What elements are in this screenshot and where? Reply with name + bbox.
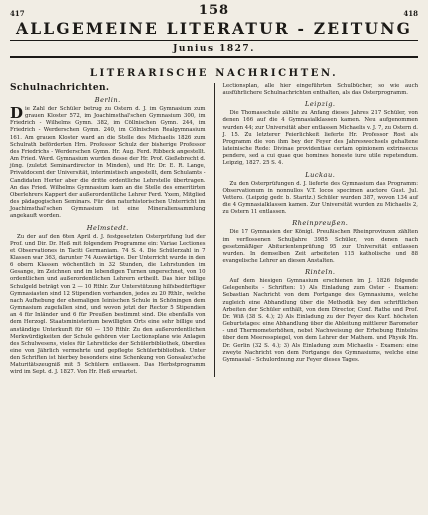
left-column <box>10 83 206 377</box>
page-number-right: 418 <box>403 9 418 18</box>
column-subheading: Schulnachrichten. <box>10 83 110 93</box>
column-divider <box>214 83 215 377</box>
masthead-rule <box>10 40 418 41</box>
article-luckau: Zu den Osterprüfungen d. J. lieferte des Gymnasium das Programm: Observationum in nonnullos V.T. locos specimen auctore Gust. Jul. Vettero. (Leipzig gedr. b. Staritz.) Schüler wurden 387, wovon 134 auf die 4 Gymnasialklassen kamen. Zur Universität wurden zu Michaelis 2, zu Ostern 11 entlassen. <box>222 180 419 216</box>
article-continuation: Lectionsplan, alle hier eingeführten Schulbücher, so wie auch ausführlichere Schulnachrichten enthalten, als das Osterprogramm. <box>222 83 419 97</box>
article-helmstedt: Zu der auf den 6ten April d. J. festgesetzten Osterprüfung lud der Prof. und Dir. Dr. Heß mit folgendem Programme ein: Variae Lectiones et Observationes in Taciti Germaniam. 74 S. 4. Die Schülerzahl in 7 Klassen war 363, darunter 74 Auswärtige. Der Unterricht wurde in den 6 obern Klassen wöchentlich in 32 Stunden, die Lehrstunden im Gesange, im Zeichnen und im lebendigen Turnen ungerechnet, von 10 ordentlichen und außerordentlichen Lehrern ertheilt. Das hier billige Schulgeld beträgt von 2 — 10 Rthlr. Zur Unterstützung hilfsbedürftiger Gymnasiasten sind 12 Stipendien vorhanden, jedes zu 20 Rthlr., welche nach Aufhebung der ehemaligen Ieinischen Schule in Schöningen dem Gymnasium zugefallen sind, und wovon jetzt der Rector 5 Stipendien an 4 für Inländer und 6 für Preußen bestimmt sind. Die ebenfalls von dem Herzogl. Staatsministerium bewilligten Orts eine sehr billige und anständige Unterkunft für 60 — 150 Rthlr. Zu den außerordentlichen Merkwürdigkeiten der Schule gehören vier Lectionsplane wie Anlagen des Schulwesens, vieles für Lehrstücke der Schülerbibliothek, überdies eine von Jährlich vermehrte und gepflegte Schülerbibliothek. Unter den Schriften ist hierbey besonders eine Schenkung von Gonsalez'sche Maturitätszeugniß mit 5 Schülern entlassen. Das Herbstprogramm wird im Sept. d. J. 1827. Von Hr. Heß erwartet. <box>10 233 206 376</box>
place-heading-rheinpreussen: Rheinpreußen. <box>292 219 349 228</box>
place-heading-berlin: Berlin. <box>94 96 121 104</box>
drop-initial: D <box>10 104 24 122</box>
article-berlin-text: ie Zahl der Schüler betrug zu Ostern d. J. im Gymnasium zum grauen Kloster 572, im Joachimsthal'schen Gymnasium 300, im Friedrich - Wilhelms Gymn. 382, im Cöllnischen Gymn. 244, im Friedrich - Werderschen Gymn. 240, im Cölnischen Realgymnasium 161. Am grauen Kloster ward an die Stelle des Michaelis 1826 zum Schulrath beförderten Hrn. Professor Schulz der bisherige Professor des Friedrichs - Werderschen Gymn. Hr. Aug. Ferd. Ribbeck angestellt. Am Fried. Werd. Gymnasium wurden desse der Hr. Prof. Gießebrecht d. jüng. (zuletzt Seminardirector in Minden), und Hr. Dr. E. R. Lange, Privatdocent der Universität, interimistisch angestellt, dem Schulamts - Candidaten Herter aber die dritte ordentliche Lehrstelle übertragen. An das Fried. Wilhelms Gymnasium kam an die Stelle des emeritirten Oberlehrers Kappert der außerordentliche Lehrer Ferd. Yxem, Mitglied des pädagogischen Seminars. Für den naturhistorischen Unterricht im Joachimsthal'schen Gymnasium ist eine Mineraliensammlung angekauft worden. <box>10 106 206 220</box>
masthead-title: ALLGEMEINE LITERATUR - ZEITUNG <box>15 19 413 38</box>
place-heading-leipzig: Leipzig. <box>305 100 336 109</box>
issue-date: Junius 1827. <box>173 44 255 54</box>
article-leipzig: Die Thomasschule zählte zu Anfang dieses Jahres 217 Schüler, von denen 166 auf die 4 Gymnasialklassen kamen. Neu aufgenommen wurden 44; zur Universität aber entlassen Michaelis v. J. 7, zu Ostern d. J. 15. Zu letzterer Feierlichkeit lieferte Hr. Professor Rost als Programm die von ihm bey der Feyer des Jahreswechsels gehaltene lateinische Rede: Divinae providentiae certam opinionem extrinsecus pendere, sed a cui quae que homines honeste iure utile repetendum. Leipzig, 1827. 25 S. 4. <box>222 110 419 167</box>
date-rule <box>10 56 418 58</box>
article-berlin <box>10 106 206 221</box>
columns <box>10 83 418 377</box>
page-number-center: 158 <box>198 3 230 18</box>
place-heading-luckau: Luckau. <box>305 170 336 179</box>
article-rheinpreussen: Die 17 Gymnasien der Königl. Preußischen Rheinprovinzen zählten im verflossenen Schuljahre 3985 Schüler, von denen nach gesetzmäßiger Abiturientenprüfung 95 zur Universität entlassen wurden. In demselben Zeit arbeiteten 115 katholische und 88 evangelische Lehrer an diesen Anstalten. <box>222 229 419 264</box>
place-heading-rinteln: Rinteln. <box>305 268 336 277</box>
place-heading-helmstedt: Helmstedt. <box>86 223 129 232</box>
article-rinteln: Auf dem hiesigen Gymnasium erschienen im J. 1826 folgende Gelegenheits - Schriften: 1) Als Einladung zum Oster - Examen: Sebastian Nachricht von dem Fortgange des Gymnasiums, welche zugleich eine Abhandlung über die Methodik bey den schriftlichen Arbeiten der Schüler enthält, von dem Director, Conf. Rathe und Prof. Dr. Wiß (38 S. 4.); 2) Als Einladung zu der Feyer des Kurf. höchsten Geburtstages: eine Abhandlung über die Ableitung mittlerer Barometer - und Thermometerhöhen, nebst Nachweisung der Erhebung Rintelns über dem Meeresspiegel, von dem Lehrer der Mathem. und Physik Hn. Dr. Gerlin (32 S. 4.); 3) Als Einladung zum Michaelis - Examen: eine zweyte Nachricht von dem Fortgange des Gymnasiums, welche eine Gymnasial - Schulordnung zur Feyer dieses Tages. <box>222 278 419 363</box>
page-number-left: 417 <box>10 9 25 18</box>
section-title: LITERARISCHE NACHRICHTEN. <box>89 68 339 79</box>
right-column <box>223 83 419 377</box>
top-line <box>10 4 418 18</box>
